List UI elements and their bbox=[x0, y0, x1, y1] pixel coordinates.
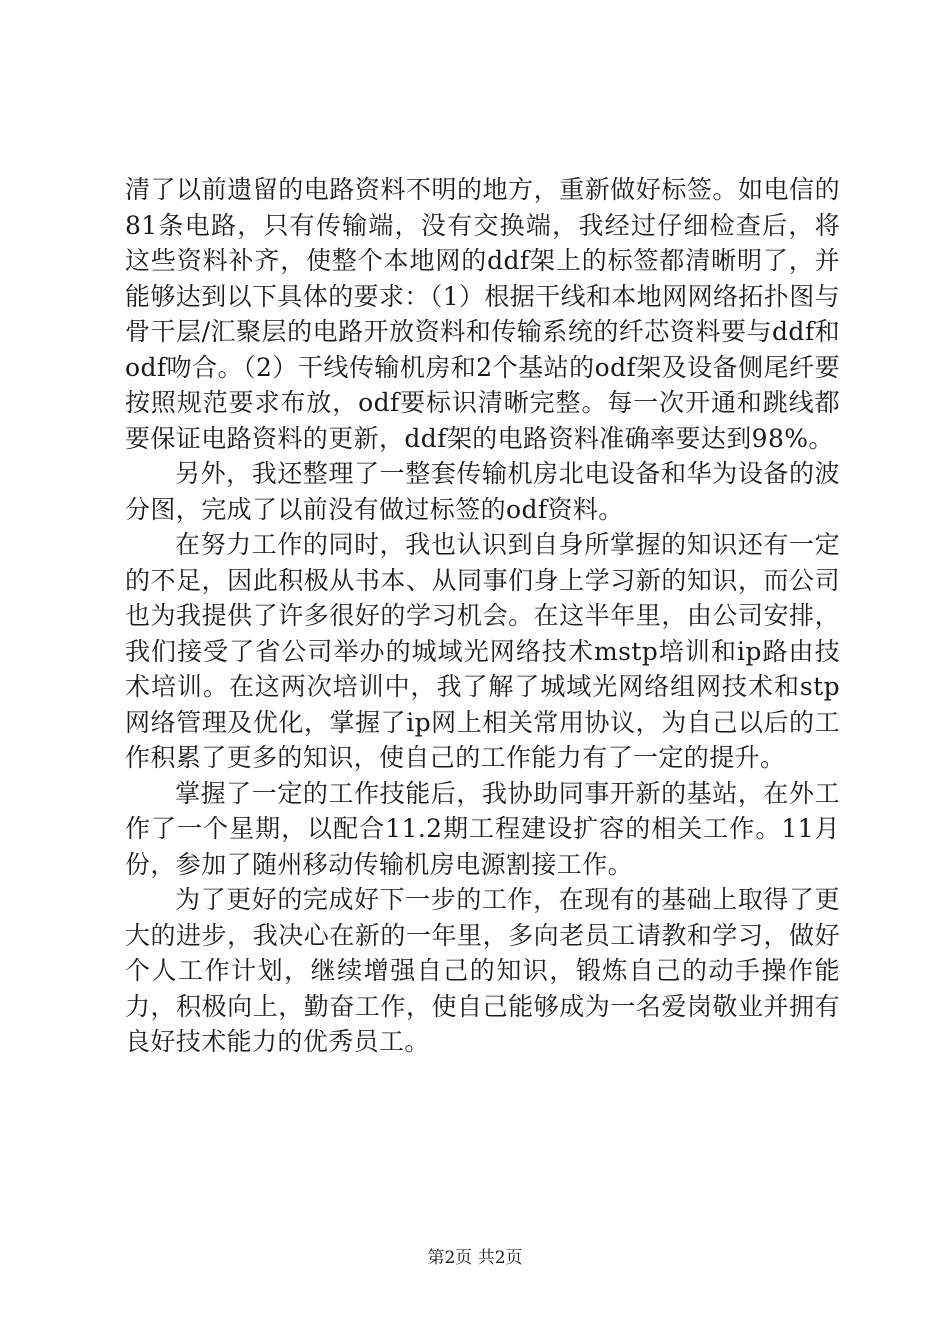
paragraph-wave-diagram: 另外，我还整理了一整套传输机房北电设备和华为设备的波分图，完成了以前没有做过标签的odf资料。 bbox=[125, 459, 840, 524]
paragraph-continuation: 清了以前遗留的电路资料不明的地方，重新做好标签。如电信的81条电路，只有传输端，没有交换端，我经过仔细检查后，将这些资料补齐，使整个本地网的ddf架上的标签都清晰明了，并能够达到以下具体的要求：（1）根据干线和本地网网络拓扑图与骨干层/汇聚层的电路开放资料和传输系统的纤芯资料要与ddf和odf吻合。（2）干线传输机房和2个基站的odf架及设备侧尾纤要按照规范要求布放，odf要标识清晰完整。每一次开通和跳线都要保证电路资料的更新，ddf架的电路资料准确率要达到98%。 bbox=[125, 175, 841, 453]
document-body bbox=[125, 172, 840, 1060]
page-footer: 第2页 共2页 bbox=[427, 1248, 523, 1268]
paragraph-base-station: 掌握了一定的工作技能后，我协助同事开新的基站，在外工作了一个星期，以配合11.2期工程建设扩容的相关工作。11月份，参加了随州移动传输机房电源割接工作。 bbox=[125, 778, 840, 879]
paragraph-training: 在努力工作的同时，我也认识到自身所掌握的知识还有一定的不足，因此积极从书本、从同事们身上学习新的知识，而公司也为我提供了许多很好的学习机会。在这半年里，由公司安排，我们接受了省公司举办的城域光网络技术mstp培训和ip路由技术培训。在这两次培训中，我了解了城域光网络组网技术和stp网络管理及优化，掌握了ip网上相关常用协议，为自己以后的工作积累了更多的知识，使自己的工作能力有了一定的提升。 bbox=[125, 530, 840, 772]
paragraph-future-plan: 为了更好的完成好下一步的工作，在现有的基础上取得了更大的进步，我决心在新的一年里，多向老员工请教和学习，做好个人工作计划，继续增强自己的知识，锻炼自己的动手操作能力，积极向上，勤奋工作，使自己能够成为一名爱岗敬业并拥有良好技术能力的优秀员工。 bbox=[125, 885, 840, 1056]
